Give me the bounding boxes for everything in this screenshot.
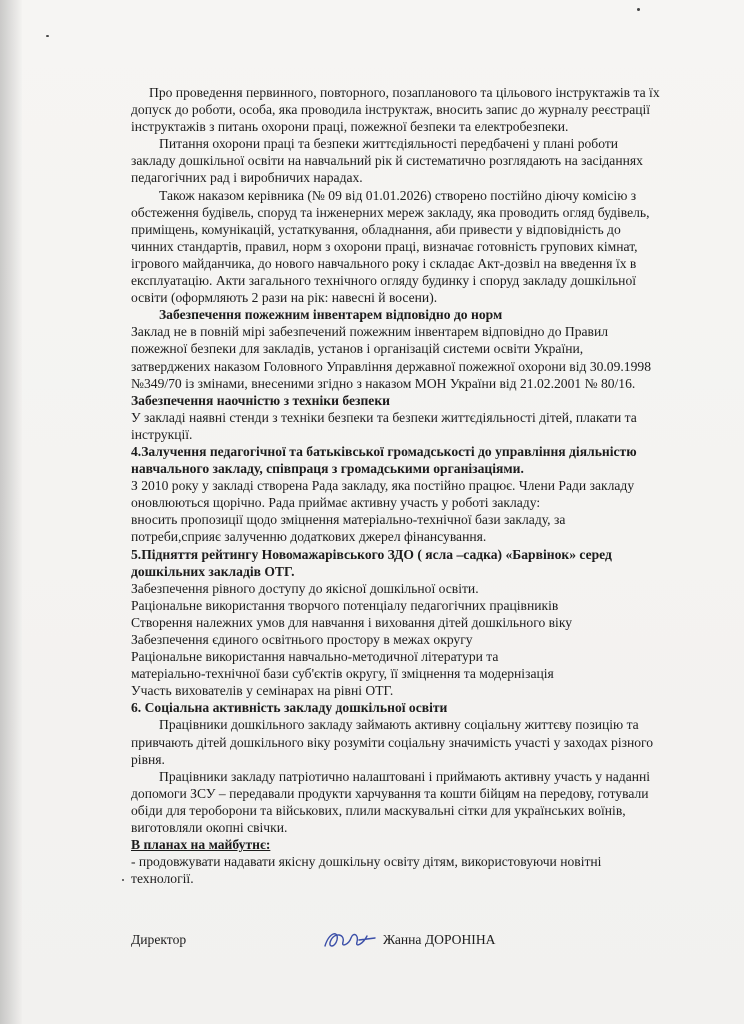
text-line: затверджених наказом Головного Управління державної пожежної охорони від 30.09.1998	[131, 358, 651, 374]
text-line: допуск до роботи, особа, яка проводила інструктаж, вносить запис до журналу реєстрації	[131, 102, 651, 118]
text-line: Працівники дошкільного закладу займають активну соціальну життєву позицію та	[159, 717, 639, 733]
text-line: педагогічних рад і виробничих нарадах.	[131, 170, 363, 186]
paragraph	[131, 836, 711, 853]
text-line: ігрового майданчика, до нового навчального року і складає Акт-дозвіл на введення їх в	[131, 255, 637, 271]
paragraph	[131, 699, 711, 716]
paragraph	[131, 135, 711, 186]
signature-name: Жанна ДОРОНІНА	[383, 932, 496, 947]
paragraph	[131, 392, 711, 409]
scan-speck	[637, 8, 640, 11]
text-line: чинних стандартів, правил, норм з охорони праці, визначає готовність групових кімнат,	[131, 238, 638, 254]
text-line: пожежної безпеки для закладів, установ і організацій системи освіти України,	[131, 341, 584, 357]
paragraph	[131, 306, 711, 323]
paragraph	[131, 187, 711, 307]
text-line: оновлюються щорічно. Рада приймає активну участь у роботі закладу:	[131, 495, 541, 511]
text-line: Забезпечення рівного доступу до якісної дошкільної освіти.	[131, 580, 479, 596]
text-line: приміщень, комунікацій, устаткування, обладнання, аби привести у відповідність до	[131, 221, 621, 237]
scan-edge-shadow	[0, 0, 22, 1024]
text-line: обіди для тероборони та військових, плили маскувальні сітки для українських воїнів,	[131, 802, 626, 818]
paragraph	[131, 546, 711, 580]
text-line: вносить пропозиції щодо зміцнення матеріально-технічної бази закладу, за	[131, 512, 566, 528]
text-line: виготовляли окопні свічки.	[131, 820, 288, 836]
text-line: інструкції.	[131, 426, 193, 442]
text-line: привчають дітей дошкільного віку розуміти соціальну значимість участі у заходах різного	[131, 734, 654, 750]
text-line: матеріально-технічної бази суб'єктів округу, її зміцнення та модернізація	[131, 666, 554, 682]
paragraph	[131, 409, 711, 443]
text-line: 4.Залучення педагогічної та батьківської громадськості до управління діяльністю	[131, 443, 637, 459]
paragraph	[131, 84, 711, 135]
text-line: Забезпечення наочністю з техніки безпеки	[131, 392, 390, 408]
text-line: дошкільних закладів ОТГ.	[131, 563, 295, 579]
text-line: - продовжувати надавати якісну дошкільну освіту дітям, використовуючи новітні	[131, 854, 602, 870]
text-line: Питання охорони праці та безпеки життєдіяльності передбачені у плані роботи	[159, 136, 619, 152]
text-line: рівня.	[131, 751, 165, 767]
scan-speck	[122, 879, 124, 881]
signature-title: Директор	[131, 932, 187, 947]
text-line: закладу дошкільної освіти на навчальний рік й систематично розглядають на засіданнях	[131, 153, 643, 169]
paragraph	[131, 323, 711, 391]
text-line: Заклад не в повній мірі забезпечений пожежним інвентарем відповідно до Правил	[131, 324, 609, 340]
text-line: Раціональне використання навчально-методичної літератури та	[131, 649, 499, 665]
signature-block	[131, 930, 691, 960]
text-line: освіти (оформляють 2 рази на рік: навесні й восени).	[131, 290, 438, 306]
text-line: Також наказом керівника (№ 09 від 01.01.2026) створено постійно діючу комісію з	[159, 187, 637, 203]
text-line: Участь вихователів у семінарах на рівні ОТГ.	[131, 683, 394, 699]
text-line: навчального закладу, співпраця з громадськими організаціями.	[131, 461, 524, 477]
text-line: обстеження будівель, споруд та інженерних мереж закладу, яка проводить огляд будівель,	[131, 204, 650, 220]
text-line: №349/70 із змінами, внесеними згідно з наказом МОН України від 21.02.2001 № 80/16.	[131, 375, 636, 391]
paragraph	[131, 768, 711, 836]
paragraph	[131, 443, 711, 477]
text-line: У закладі наявні стенди з техніки безпеки та безпеки життєдіяльності дітей, плакати та	[131, 409, 637, 425]
text-line: технології.	[131, 871, 194, 887]
text-line: 6. Соціальна активність закладу дошкільної освіти	[131, 700, 448, 716]
text-line: Забезпечення єдиного освітнього простору в межах округу	[131, 632, 473, 647]
scan-speck	[46, 35, 49, 37]
text-line: експлуатацію. Акти загального технічного огляду будинку і споруд закладу дошкільної	[131, 273, 637, 289]
text-line: потреби,сприяє залученню додаткових джерел фінансування.	[131, 529, 487, 545]
text-line: інструктажів з питань охорони праці, пожежної безпеки та електробезпеки.	[131, 119, 569, 135]
text-line: Працівники закладу патріотично налаштовані і приймають активну участь у наданні	[159, 768, 651, 784]
paragraph	[131, 477, 711, 545]
text-line: 5.Підняття рейтингу Новомажарівського ЗДО ( ясла –садка) «Барвінок» серед	[131, 546, 612, 562]
text-line: В планах на майбутнє:	[131, 837, 271, 853]
text-line: З 2010 року у закладі створена Рада закладу, яка постійно працює. Члени Ради закладу	[131, 478, 635, 494]
text-line: Раціональне використання творчого потенціалу педагогічних працівників	[131, 597, 559, 613]
text-line: Створення належних умов для навчання і виховання дітей дошкільного віку	[131, 614, 573, 630]
text-line: допомоги ЗСУ – передавали продукти харчування та кошти бійцям на передову, готували	[131, 785, 649, 801]
paragraph	[131, 580, 711, 700]
handwritten-signature	[319, 926, 379, 954]
text-line: Про проведення первинного, повторного, позапланового та цільового інструктажів та їх	[149, 85, 660, 100]
text-line: Забезпечення пожежним інвентарем відповідно до норм	[159, 307, 503, 323]
paragraph	[131, 716, 711, 767]
paragraph	[131, 853, 711, 887]
document-body	[131, 84, 711, 887]
